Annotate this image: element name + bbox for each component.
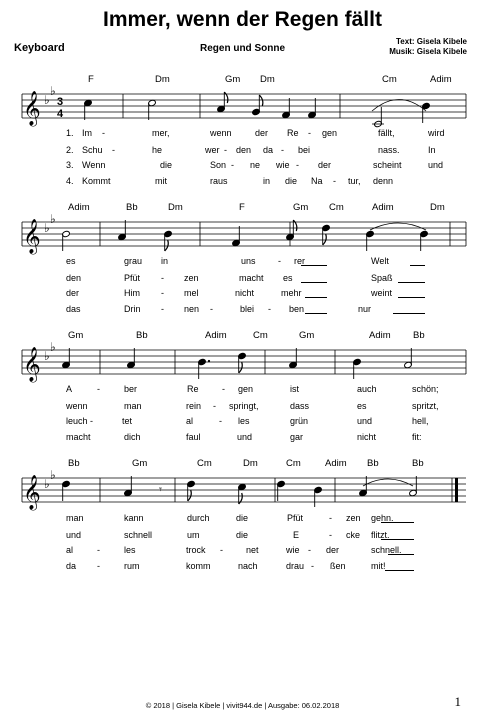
lyric-syllable: - [281, 145, 284, 155]
lyric-syllable: - [308, 128, 311, 138]
lyric-syllable: - [90, 416, 93, 426]
lyric-syllable: mehr [281, 288, 302, 298]
chord-symbol: Cm [197, 458, 212, 469]
lyric-syllable: faul [186, 432, 201, 442]
lyric-syllable: fällt, [378, 128, 395, 138]
lyric-syllable: macht [66, 432, 91, 442]
lyric-syllable: - [278, 256, 281, 266]
lyric-syllable: - [219, 416, 222, 426]
key-flat-e: ♭ [50, 468, 56, 482]
staff-group [22, 468, 466, 511]
lyric-syllable: - [308, 545, 311, 555]
chord-symbol: Cm [286, 458, 301, 469]
chord-symbol: Bb [126, 202, 138, 213]
lyric-syllable: blei [240, 304, 255, 314]
key-flat-e: ♭ [50, 212, 56, 226]
lyric-syllable: um [187, 530, 200, 540]
lyric-syllable: es [357, 401, 367, 411]
lyric-extender [385, 563, 414, 571]
lyric-syllable: Him [124, 288, 140, 298]
lyric-syllable: ist [290, 384, 299, 394]
lyric-syllable: wie [286, 545, 300, 555]
chord-symbol: Dm [168, 202, 183, 213]
lyric-syllable: denn [373, 176, 394, 186]
lyric-syllable: kann [124, 513, 144, 523]
chord-symbol: Dm [155, 74, 170, 85]
lyric-syllable: al [186, 416, 194, 426]
chord-symbol: Adim [369, 330, 391, 341]
lyricist-credit: Text: Gisela Kibele [396, 37, 467, 46]
lyric-syllable: - [329, 513, 332, 523]
chord-symbol: Bb [413, 330, 425, 341]
lyric-syllable: der [326, 545, 340, 555]
lyric-syllable: mit! [371, 561, 386, 571]
lyric-extender [410, 258, 425, 266]
lyric-syllable: und [237, 432, 253, 442]
lyric-syllable: das [66, 304, 81, 314]
lyric-syllable: leuch [66, 416, 88, 426]
song-subtitle: Regen und Sonne [200, 43, 285, 54]
lyric-syllable: - [213, 401, 216, 411]
key-flat-b: ♭ [44, 349, 50, 363]
staff-group [22, 340, 466, 383]
lyric-syllable: fit: [412, 432, 422, 442]
chord-symbol: F [88, 74, 94, 85]
lyric-syllable: - [222, 384, 225, 394]
composer-credit: Musik: Gisela Kibele [389, 47, 467, 56]
key-flat-e: ♭ [50, 340, 56, 354]
chord-symbol: Dm [260, 74, 275, 85]
lyric-syllable: scheint [373, 160, 402, 170]
music-staff [0, 340, 485, 386]
lyric-syllable: gen [238, 384, 254, 394]
lyric-syllable: 2. [66, 145, 74, 155]
lyric-syllable: flitzt. [371, 530, 390, 540]
lyric-syllable: net [246, 545, 259, 555]
lyric-syllable: wenn [210, 128, 232, 138]
treble-clef: 𝄞 [23, 91, 41, 126]
lyric-syllable: durch [187, 513, 210, 523]
note-flag [188, 490, 192, 501]
lyric-syllable: In [428, 145, 436, 155]
lyric-syllable: trock [186, 545, 206, 555]
lyric-syllable: - [161, 288, 164, 298]
lyric-syllable: wie [276, 160, 290, 170]
lyric-syllable: der [255, 128, 269, 138]
lyric-syllable: - [97, 561, 100, 571]
lyric-syllable: cke [346, 530, 361, 540]
lyric-syllable: in [161, 256, 169, 266]
lyric-syllable: da [66, 561, 77, 571]
lyric-syllable: - [97, 545, 100, 555]
lyric-extender [388, 547, 414, 555]
lyric-syllable: Na [311, 176, 323, 186]
page-number: 1 [454, 694, 461, 709]
lyric-syllable: wenn [66, 401, 88, 411]
lyric-syllable: die [160, 160, 173, 170]
lyric-syllable: - [268, 304, 271, 314]
lyric-syllable: komm [186, 561, 211, 571]
lyric-extender [305, 290, 327, 298]
lyric-syllable: - [220, 545, 223, 555]
lyric-syllable: rum [124, 561, 140, 571]
lyric-syllable: zen [184, 273, 199, 283]
chord-symbol: Gm [293, 202, 309, 213]
lyric-syllable: wer [205, 145, 220, 155]
note-flag [165, 240, 169, 251]
lyric-extender [305, 306, 327, 314]
lyric-syllable: man [124, 401, 142, 411]
lyric-syllable: rein [186, 401, 202, 411]
lyric-syllable: ber [124, 384, 138, 394]
lyric-syllable: 1. [66, 128, 74, 138]
lyric-syllable: den [66, 273, 82, 283]
lyric-syllable: nen [184, 304, 200, 314]
lyric-syllable: dich [124, 432, 141, 442]
song-title: Immer, wenn der Regen fällt [103, 8, 382, 31]
lyric-syllable: - [311, 561, 314, 571]
lyric-syllable: - [210, 304, 213, 314]
lyric-syllable: der [66, 288, 80, 298]
lyric-syllable: schnell [124, 530, 153, 540]
note-flag [323, 234, 327, 245]
lyric-syllable: Re [187, 384, 199, 394]
lyric-extender [398, 275, 425, 283]
lyric-syllable: tur, [348, 176, 361, 186]
lyric-syllable: hell, [412, 416, 429, 426]
lyric-syllable: - [112, 145, 115, 155]
lyric-syllable: Re [287, 128, 299, 138]
lyric-syllable: - [329, 530, 332, 540]
chord-symbol: Adim [372, 202, 394, 213]
chord-symbol: Cm [253, 330, 268, 341]
lyric-syllable: springt, [229, 401, 259, 411]
lyric-syllable: nach [238, 561, 258, 571]
time-signature-bottom: 4 [57, 108, 64, 120]
chord-symbol: Dm [243, 458, 258, 469]
lyric-syllable: Pfüt [124, 273, 141, 283]
lyric-syllable: auch [357, 384, 377, 394]
lyric-syllable: wird [428, 128, 445, 138]
lyric-syllable: ben [289, 304, 305, 314]
lyric-syllable: - [231, 160, 234, 170]
lyric-syllable: 4. [66, 176, 74, 186]
lyric-syllable: schön; [412, 384, 439, 394]
staff-group [22, 84, 466, 128]
lyric-syllable: und [66, 530, 82, 540]
lyric-syllable: weint [371, 288, 393, 298]
tie-slur [372, 100, 426, 112]
lyric-syllable: die [236, 530, 249, 540]
lyric-syllable: nass. [378, 145, 400, 155]
chord-symbol: Gm [299, 330, 315, 341]
time-signature-top: 3 [57, 96, 64, 108]
instrument-label: Keyboard [14, 42, 65, 54]
lyric-syllable: - [296, 160, 299, 170]
lyric-syllable: les [124, 545, 136, 555]
lyric-syllable: nicht [235, 288, 255, 298]
key-flat-b: ♭ [44, 93, 50, 107]
final-barline [455, 478, 458, 502]
lyric-syllable: Wenn [82, 160, 106, 170]
lyric-syllable: macht [239, 273, 264, 283]
lyric-syllable: der [318, 160, 332, 170]
chord-symbol: Adim [68, 202, 90, 213]
lyric-syllable: - [161, 273, 164, 283]
chord-symbol: Adim [430, 74, 452, 85]
note-flag [259, 95, 263, 106]
lyric-extender [393, 306, 425, 314]
chord-symbol: Bb [367, 458, 379, 469]
lyric-syllable: nicht [357, 432, 377, 442]
staff-group [22, 212, 466, 255]
lyric-syllable: Schu [82, 145, 103, 155]
lyric-syllable: - [224, 145, 227, 155]
chord-symbol: Dm [430, 202, 445, 213]
note-flag [239, 362, 243, 373]
lyric-syllable: es [283, 273, 293, 283]
lyric-syllable: tet [122, 416, 133, 426]
lyric-syllable: Son [210, 160, 227, 170]
key-flat-b: ♭ [44, 221, 50, 235]
lyric-syllable: - [97, 384, 100, 394]
lyric-syllable: les [238, 416, 250, 426]
lyric-syllable: schnell. [371, 545, 402, 555]
lyric-syllable: Kommt [82, 176, 111, 186]
treble-clef: 𝄞 [23, 347, 41, 382]
treble-clef: 𝄞 [23, 219, 41, 254]
footer-copyright: © 2018 | Gisela Kibele | vivit944.de | Ausgabe: 06.02.2018 [145, 701, 340, 710]
lyric-syllable: - [333, 176, 336, 186]
chord-symbol: Gm [225, 74, 241, 85]
lyric-syllable: dass [290, 401, 310, 411]
lyric-syllable: mit [155, 176, 167, 186]
lyric-syllable: he [152, 145, 163, 155]
chord-symbol: Bb [136, 330, 148, 341]
chord-symbol: Bb [68, 458, 80, 469]
lyric-syllable: Welt [371, 256, 389, 266]
lyric-syllable: in [263, 176, 271, 186]
lyric-syllable: A [66, 384, 73, 394]
chord-symbol: Gm [68, 330, 84, 341]
lyric-syllable: die [285, 176, 298, 186]
lyric-syllable: grün [290, 416, 309, 426]
chord-symbol: Adim [325, 458, 347, 469]
lyric-syllable: - [161, 304, 164, 314]
lyric-syllable: da [263, 145, 274, 155]
lyric-extender [301, 258, 327, 266]
lyric-syllable: 3. [66, 160, 74, 170]
lyric-syllable: uns [241, 256, 256, 266]
lyric-syllable: und [428, 160, 444, 170]
treble-clef: 𝄞 [23, 475, 41, 510]
chord-symbol: Cm [382, 74, 397, 85]
lyric-extender [301, 275, 327, 283]
chord-symbol: F [239, 202, 245, 213]
lyric-syllable: ßen [330, 561, 346, 571]
lyric-syllable: man [66, 513, 84, 523]
lyric-syllable: gehn. [371, 513, 394, 523]
eighth-rest: 𝄾 [159, 483, 162, 496]
lyric-syllable: al [66, 545, 74, 555]
lyric-syllable: und [357, 416, 373, 426]
lyric-syllable: gen [322, 128, 338, 138]
lyric-syllable: E [293, 530, 300, 540]
lyric-syllable: bei [298, 145, 311, 155]
chord-symbol: Gm [132, 458, 148, 469]
lyric-syllable: ne [250, 160, 261, 170]
lyric-syllable: zen [346, 513, 361, 523]
lyric-syllable: rer [294, 256, 305, 266]
lyric-syllable: - [102, 128, 105, 138]
lyric-syllable: raus [210, 176, 228, 186]
tie-slur [370, 223, 426, 230]
lyric-syllable: drau [286, 561, 305, 571]
note-dot [208, 360, 210, 362]
lyric-syllable: es [66, 256, 76, 266]
lyric-syllable: Spaß [371, 273, 393, 283]
lyric-syllable: spritzt, [412, 401, 439, 411]
chord-symbol: Cm [329, 202, 344, 213]
lyric-syllable: grau [124, 256, 143, 266]
lyric-syllable: die [236, 513, 249, 523]
lyric-syllable: Drin [124, 304, 141, 314]
music-staff [0, 84, 485, 130]
lyric-syllable: nur [358, 304, 372, 314]
lyric-syllable: gar [290, 432, 304, 442]
key-flat-b: ♭ [44, 477, 50, 491]
lyric-syllable: Pfüt [287, 513, 304, 523]
lyric-syllable: mer, [152, 128, 170, 138]
music-staff [0, 212, 485, 258]
lyric-syllable: Im [82, 128, 92, 138]
lyric-syllable: mel [184, 288, 199, 298]
key-flat-e: ♭ [50, 84, 56, 98]
music-staff [0, 468, 485, 514]
lyric-extender [381, 532, 414, 540]
lyric-extender [398, 290, 425, 298]
lyric-extender [381, 515, 414, 523]
lyric-syllable: den [236, 145, 252, 155]
chord-symbol: Adim [205, 330, 227, 341]
chord-symbol: Bb [412, 458, 424, 469]
tie-slur [363, 479, 413, 486]
